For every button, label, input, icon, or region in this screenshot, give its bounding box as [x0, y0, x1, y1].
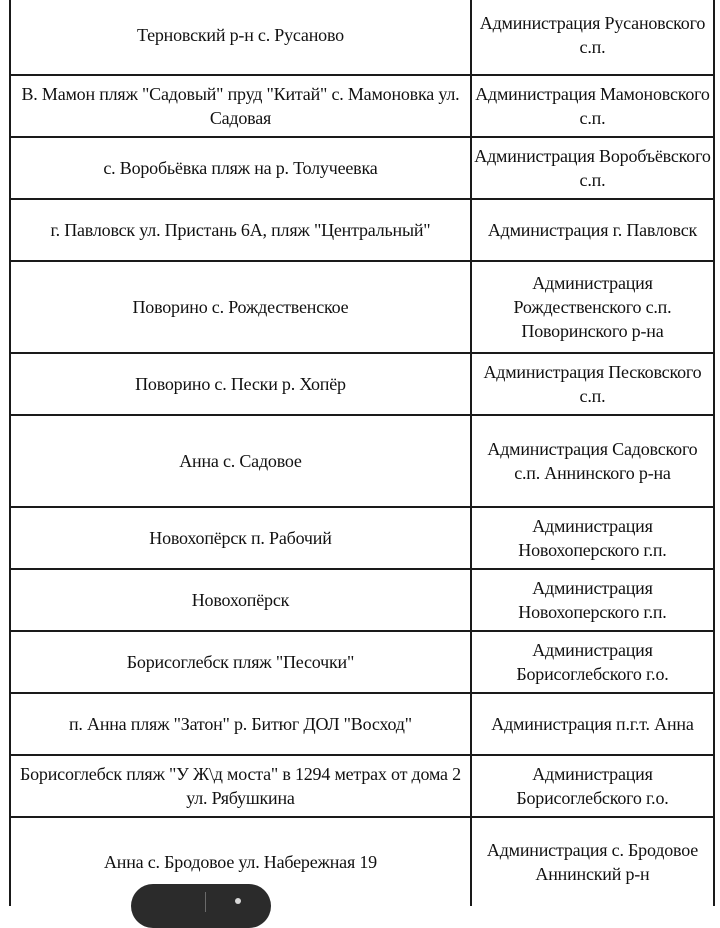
table-row — [10, 75, 714, 137]
table-row — [10, 631, 714, 693]
cell-location: В. Мамон пляж "Садовый" пруд "Китай" с. Мамоновка ул. Садовая — [10, 75, 471, 137]
cell-administration: Администрация Борисоглебского г.о. — [471, 631, 714, 693]
beaches-table — [9, 0, 715, 906]
table-row — [10, 755, 714, 817]
toolbar-more-icon[interactable] — [235, 898, 241, 904]
table-body — [10, 0, 714, 906]
cell-administration: Администрация Песковского с.п. — [471, 353, 714, 415]
cell-location: с. Воробьёвка пляж на р. Толучеевка — [10, 137, 471, 199]
toolbar-divider — [205, 892, 206, 912]
table-row — [10, 199, 714, 261]
table-row — [10, 569, 714, 631]
cell-administration: Администрация Садовского с.п. Аннинского р-на — [471, 415, 714, 507]
table-row — [10, 507, 714, 569]
cell-location: г. Павловск ул. Пристань 6А, пляж "Центральный" — [10, 199, 471, 261]
cell-location: Поворино с. Рождественское — [10, 261, 471, 353]
cell-administration: Администрация Русановского с.п. — [471, 0, 714, 75]
page-left-edge — [0, 0, 2, 906]
cell-location: Борисоглебск пляж "Песочки" — [10, 631, 471, 693]
cell-administration: Администрация Новохоперского г.п. — [471, 507, 714, 569]
cell-location: Поворино с. Пески р. Хопёр — [10, 353, 471, 415]
cell-location: Новохопёрск — [10, 569, 471, 631]
cell-location: п. Анна пляж "Затон" р. Битюг ДОЛ "Восход" — [10, 693, 471, 755]
table-row — [10, 137, 714, 199]
cell-administration: Администрация Борисоглебского г.о. — [471, 755, 714, 817]
table-row — [10, 353, 714, 415]
cell-administration: Администрация г. Павловск — [471, 199, 714, 261]
cell-location: Борисоглебск пляж "У Ж\д моста" в 1294 метрах от дома 2 ул. Рябушкина — [10, 755, 471, 817]
cell-administration: Администрация Рождественского с.п. Поворинского р-на — [471, 261, 714, 353]
table-row — [10, 0, 714, 75]
cell-administration: Администрация Воробъёвского с.п. — [471, 137, 714, 199]
cell-administration: Администрация Мамоновского с.п. — [471, 75, 714, 137]
cell-administration: Администрация с. Бродовое Аннинский р-н — [471, 817, 714, 906]
cell-administration: Администрация Новохоперского г.п. — [471, 569, 714, 631]
cell-administration: Администрация п.г.т. Анна — [471, 693, 714, 755]
table-row — [10, 693, 714, 755]
cell-location: Терновский р-н с. Русаново — [10, 0, 471, 75]
table-row — [10, 817, 714, 906]
cell-location: Новохопёрск п. Рабочий — [10, 507, 471, 569]
table-row — [10, 261, 714, 353]
cell-location: Анна с. Бродовое ул. Набережная 19 — [10, 817, 471, 906]
table-row — [10, 415, 714, 507]
floating-toolbar[interactable] — [131, 884, 271, 928]
cell-location: Анна с. Садовое — [10, 415, 471, 507]
